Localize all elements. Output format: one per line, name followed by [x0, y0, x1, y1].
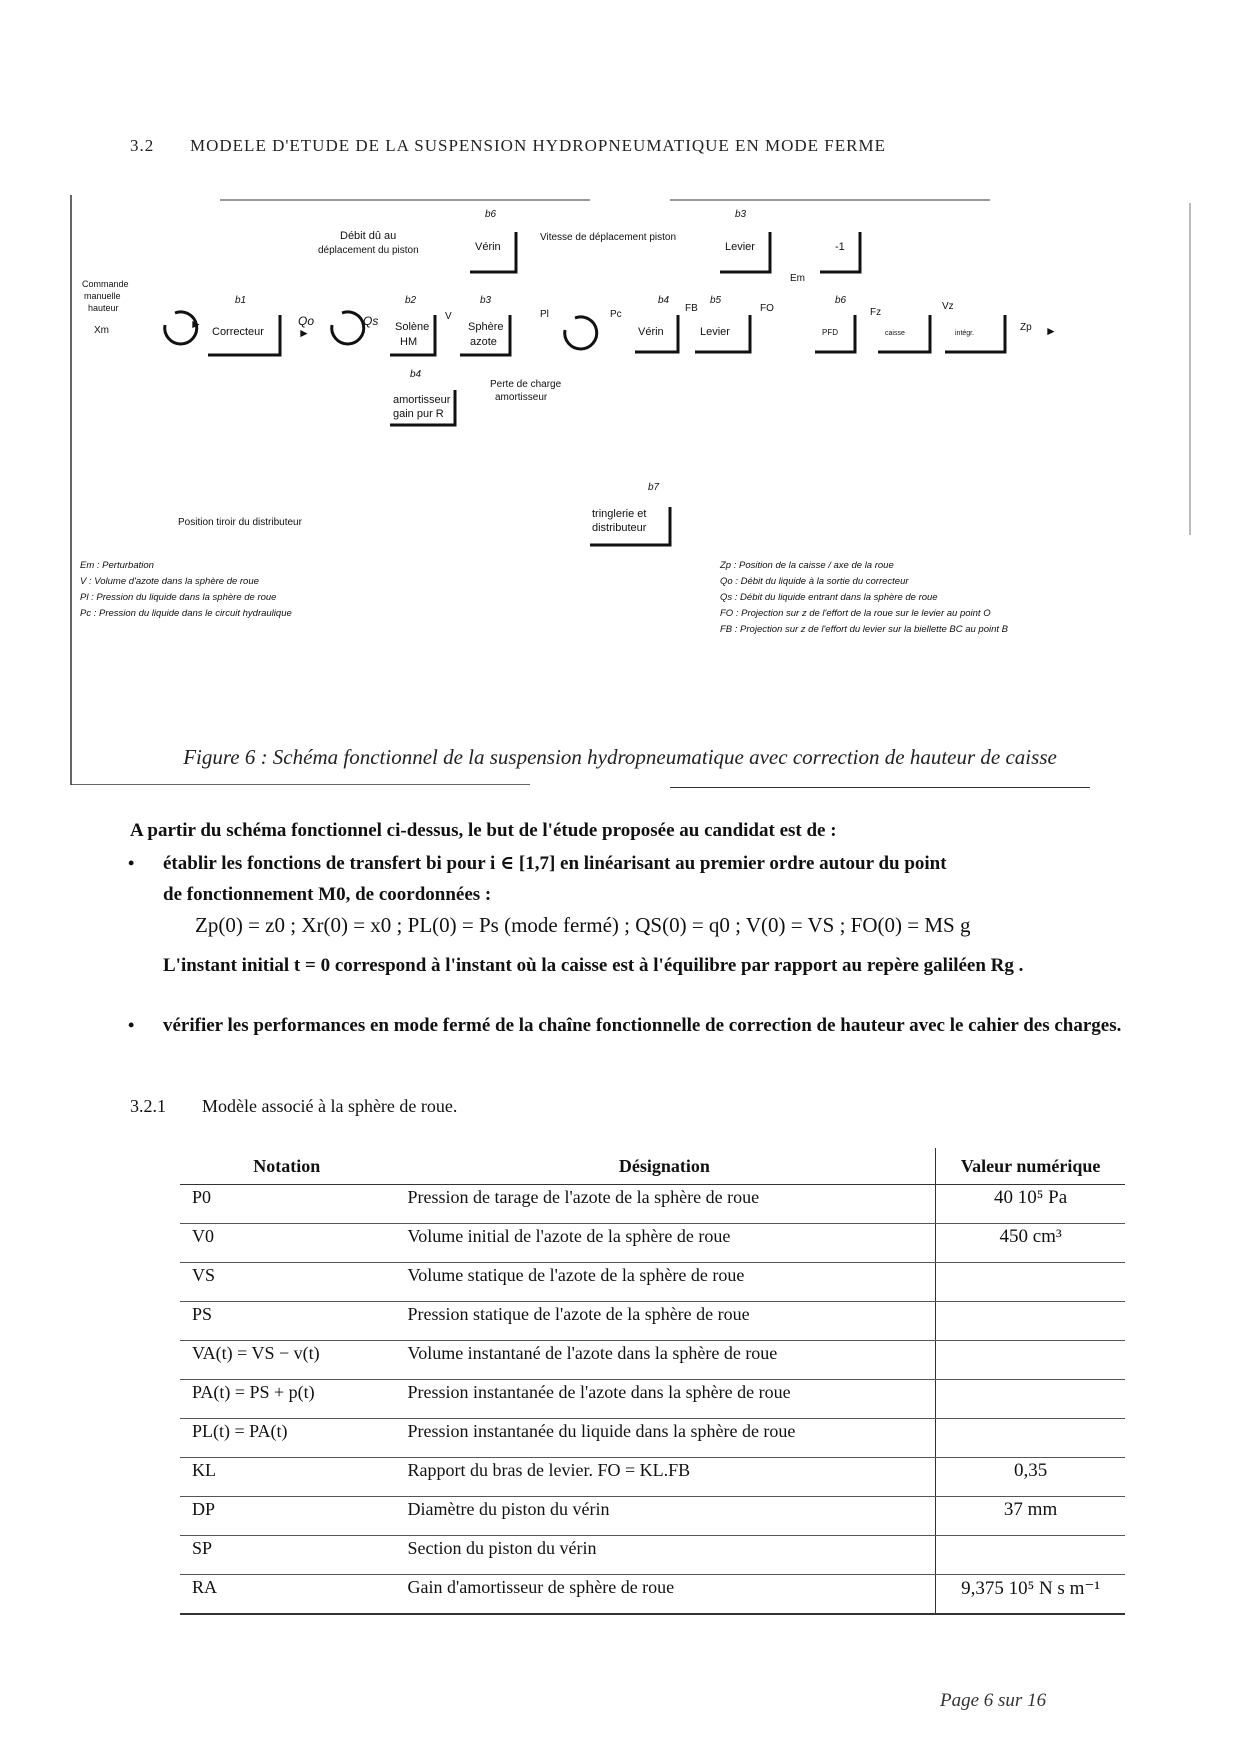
fz-label: Fz — [870, 307, 882, 318]
integrator-text: intégr. — [955, 330, 975, 337]
debit-label-1: Débit dû au — [340, 230, 397, 242]
cell-notation: SP — [180, 1536, 394, 1575]
header-notation: Notation — [180, 1148, 394, 1185]
sphere-text-2: azote — [470, 336, 497, 348]
distrib-line1: tringlerie et — [592, 508, 647, 520]
cell-designation: Pression statique de l'azote de la sphère de roue — [394, 1302, 936, 1341]
cell-valeur — [936, 1380, 1125, 1419]
table-header-row — [180, 1148, 1125, 1185]
cell-designation: Volume instantané de l'azote dans la sphère de roue — [394, 1341, 936, 1380]
zp-label: Zp — [1020, 322, 1032, 333]
position-tiroir: Position tiroir du distributeur — [178, 517, 302, 528]
levier2-text: Levier — [700, 326, 730, 338]
b1-label: b1 — [235, 295, 247, 306]
diagram-bottom-rule — [670, 787, 1090, 788]
cell-designation: Rapport du bras de levier. FO = KL.FB — [394, 1458, 936, 1497]
legend-left-2: V : Volume d'azote dans la sphère de roue — [80, 576, 259, 587]
commande-1: Commande — [82, 279, 129, 289]
table-row — [180, 1302, 1125, 1341]
cell-notation: DP — [180, 1497, 394, 1536]
b3-label: b3 — [480, 295, 492, 306]
section-heading — [130, 136, 886, 156]
summing-junction-2 — [332, 312, 364, 344]
arrow-1: ► — [190, 317, 202, 331]
bullet-1: • — [128, 853, 135, 873]
functional-diagram — [70, 195, 1200, 785]
notation-table — [180, 1148, 1125, 1615]
pfd-text: PFD — [822, 328, 838, 337]
legend-left-3: Pl : Pression du liquide dans la sphère de roue — [80, 592, 277, 603]
top-levier-text: Levier — [725, 241, 755, 253]
table-row — [180, 1458, 1125, 1497]
cell-designation: Volume statique de l'azote de la sphère de roue — [394, 1263, 936, 1302]
amort-label: b4 — [410, 369, 422, 380]
distrib-line2: distributeur — [592, 522, 647, 534]
figure-caption: Figure 6 : Schéma fonctionnel de la suspension hydropneumatique avec correction de hauteur de caisse — [183, 745, 1057, 769]
verin2-text: Vérin — [638, 326, 664, 338]
fo-label: FO — [760, 303, 774, 314]
cell-notation: VA(t) = VS − v(t) — [180, 1341, 394, 1380]
section-title: MODELE D'ETUDE DE LA SUSPENSION HYDROPNEUMATIQUE EN MODE FERME — [190, 136, 886, 155]
distrib-label: b7 — [648, 482, 660, 493]
pc-label: Pc — [610, 309, 622, 320]
header-valeur: Valeur numérique — [936, 1148, 1125, 1185]
solene-text-2: HM — [400, 336, 418, 348]
perte-2: amortisseur — [495, 392, 548, 403]
em-label: Em — [790, 273, 805, 284]
cell-designation: Gain d'amortisseur de sphère de roue — [394, 1575, 936, 1615]
output-arrow: ► — [1045, 324, 1057, 338]
correcteur-text: Correcteur — [212, 326, 264, 338]
table-row — [180, 1575, 1125, 1615]
bullet-1-line-1: établir les fonctions de transfert bi pour i ∈ [1,7] en linéarisant au premier ordre autour du point — [163, 853, 947, 874]
sphere-text-1: Sphère — [468, 321, 504, 333]
table-row — [180, 1536, 1125, 1575]
cell-notation: PS — [180, 1302, 394, 1341]
cell-designation: Section du piston du vérin — [394, 1536, 936, 1575]
cell-designation: Pression instantanée de l'azote dans la sphère de roue — [394, 1380, 936, 1419]
cell-designation: Diamètre du piston du vérin — [394, 1497, 936, 1536]
cell-valeur: 0,35 — [936, 1458, 1125, 1497]
perte-1: Perte de charge — [490, 379, 562, 390]
b6-label: b6 — [835, 295, 847, 306]
top-levier-label: b3 — [735, 209, 747, 220]
table-row — [180, 1224, 1125, 1263]
vz-label: Vz — [942, 301, 954, 312]
v-label: V — [445, 311, 452, 322]
bullet-2: • — [128, 1015, 135, 1035]
q0-label: Qo — [298, 314, 315, 328]
commande-4: Xm — [94, 325, 109, 336]
top-verin-text: Vérin — [475, 241, 501, 253]
cell-notation: RA — [180, 1575, 394, 1615]
top-verin-label: b6 — [485, 209, 497, 220]
arrow-2: ► — [298, 326, 310, 340]
legend-right-4: FO : Projection sur z de l'effort de la roue sur le levier au point O — [720, 608, 991, 619]
commande-3: hauteur — [88, 303, 119, 313]
cell-designation: Pression de tarage de l'azote de la sphère de roue — [394, 1185, 936, 1224]
b2-label: b2 — [405, 295, 417, 306]
legend-right-3: Qs : Débit du liquide entrant dans la sphère de roue — [720, 592, 938, 603]
cell-valeur — [936, 1419, 1125, 1458]
bullet-1-text — [163, 848, 1123, 910]
cell-valeur — [936, 1263, 1125, 1302]
page-footer: Page 6 sur 16 — [940, 1690, 1047, 1711]
cell-valeur: 450 cm³ — [936, 1224, 1125, 1263]
cell-notation: VS — [180, 1263, 394, 1302]
section-number: 3.2 — [130, 136, 155, 155]
minus-one-text: -1 — [835, 241, 845, 253]
cell-valeur: 40 10⁵ Pa — [936, 1185, 1125, 1224]
cell-notation: PA(t) = PS + p(t) — [180, 1380, 394, 1419]
legend-right-2: Qo : Débit du liquide à la sortie du correcteur — [720, 576, 909, 587]
integrator-block — [945, 315, 1005, 352]
table-row — [180, 1497, 1125, 1536]
caisse-text: caisse — [885, 330, 905, 337]
cell-designation: Volume initial de l'azote de la sphère de roue — [394, 1224, 936, 1263]
table-row — [180, 1185, 1125, 1224]
legend-left-4: Pc : Pression du liquide dans le circuit hydraulique — [80, 608, 292, 619]
bullet-2-text: vérifier les performances en mode fermé de la chaîne fonctionnelle de correction de hauteur avec le cahier des charges. — [163, 1015, 1122, 1036]
b4-label: b4 — [658, 295, 670, 306]
amort-line2: gain pur R — [393, 408, 444, 420]
intro-text: A partir du schéma fonctionnel ci-dessus, le but de l'étude proposée au candidat est de : — [130, 820, 837, 841]
summing-junction-3 — [565, 317, 597, 349]
table-row — [180, 1341, 1125, 1380]
fb-label: FB — [685, 303, 698, 314]
amort-line1: amortisseur — [393, 394, 451, 406]
cell-valeur: 9,375 10⁵ N s m⁻¹ — [936, 1575, 1125, 1615]
header-designation: Désignation — [394, 1148, 936, 1185]
legend-right-1: Zp : Position de la caisse / axe de la roue — [720, 560, 894, 571]
cell-valeur: 37 mm — [936, 1497, 1125, 1536]
qs-label: Qs — [363, 314, 379, 328]
solene-text-1: Solène — [395, 321, 430, 333]
table-row — [180, 1419, 1125, 1458]
bullet-1-line-2: de fonctionnement M0, de coordonnées : — [163, 884, 492, 905]
legend-left-1: Em : Perturbation — [80, 560, 154, 571]
cell-notation: V0 — [180, 1224, 394, 1263]
cell-notation: PL(t) = PA(t) — [180, 1419, 394, 1458]
cell-valeur — [936, 1536, 1125, 1575]
pl-label: Pl — [540, 309, 549, 320]
instant-text: L'instant initial t = 0 correspond à l'instant où la caisse est à l'équilibre par rapport au repère galiléen Rg . — [163, 955, 1024, 976]
commande-2: manuelle — [84, 291, 121, 301]
cell-notation: KL — [180, 1458, 394, 1497]
formula: Zp(0) = z0 ; Xr(0) = x0 ; PL(0) = Ps (mode fermé) ; QS(0) = q0 ; V(0) = VS ; FO(0) = MS g — [195, 913, 971, 937]
table-row — [180, 1380, 1125, 1419]
subsection-number: 3.2.1 — [130, 1096, 166, 1116]
cell-valeur — [936, 1341, 1125, 1380]
cell-notation: P0 — [180, 1185, 394, 1224]
cell-valeur — [936, 1302, 1125, 1341]
b5-label: b5 — [710, 295, 722, 306]
legend-right-5: FB : Projection sur z de l'effort du levier sur la biellette BC au point B — [720, 624, 1009, 635]
vitesse-label: Vitesse de déplacement piston — [540, 232, 677, 243]
debit-label-2: déplacement du piston — [318, 245, 419, 256]
subsection-title: Modèle associé à la sphère de roue. — [202, 1096, 458, 1116]
subsection-heading — [130, 1096, 457, 1117]
cell-designation: Pression instantanée du liquide dans la sphère de roue — [394, 1419, 936, 1458]
table-row — [180, 1263, 1125, 1302]
